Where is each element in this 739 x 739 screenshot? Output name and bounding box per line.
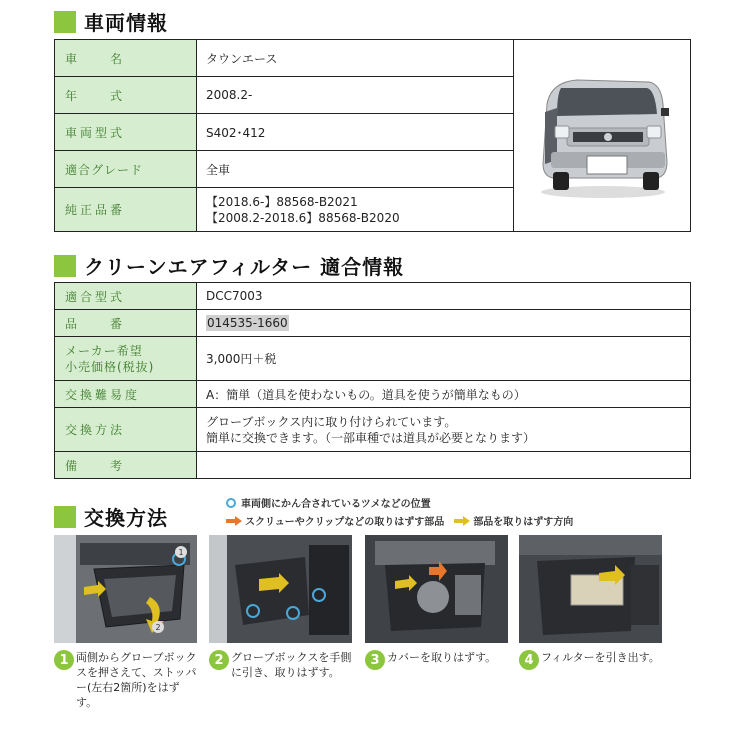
table-row bbox=[55, 408, 691, 452]
circle-marker-icon bbox=[226, 498, 236, 508]
method-line: グローブボックス内に取り付けられています。 bbox=[206, 414, 457, 429]
step-2-photo bbox=[209, 535, 352, 643]
row-label: 品 番 bbox=[55, 310, 197, 337]
step-2 bbox=[209, 650, 355, 680]
part-number-line: 【2018.6-】88568-B2021 bbox=[206, 194, 358, 209]
step-1-photo bbox=[54, 535, 197, 643]
method-line: 簡単に交換できます。（一部車種では道具が必要となります） bbox=[206, 430, 536, 445]
step-number: 4 bbox=[519, 650, 539, 670]
legend-yellow-text: 部品を取りはずす方向 bbox=[473, 517, 574, 528]
row-value bbox=[197, 188, 514, 232]
legend-orange-text: スクリューやクリップなどの取りはずす部品 bbox=[245, 517, 445, 528]
row-label: 交換方法 bbox=[55, 408, 197, 452]
row-label bbox=[55, 337, 197, 381]
step-4 bbox=[519, 650, 665, 670]
row-value bbox=[197, 452, 691, 479]
step-1 bbox=[54, 650, 200, 710]
step-number: 1 bbox=[54, 650, 74, 670]
step-number: 2 bbox=[209, 650, 229, 670]
row-value: 2008.2- bbox=[197, 77, 514, 114]
marker-2-label: 2 bbox=[155, 623, 161, 632]
row-value: 全車 bbox=[197, 151, 514, 188]
product-number: 014535-1660 bbox=[207, 316, 288, 330]
row-label: 適合グレード bbox=[55, 151, 197, 188]
label-line: メーカー希望 bbox=[65, 343, 143, 358]
green-square-icon bbox=[54, 506, 76, 528]
row-label: 車 名 bbox=[55, 40, 197, 77]
step-4-photo bbox=[519, 535, 662, 643]
row-value: A：簡単（道具を使わないもの。道具を使うが簡単なもの） bbox=[197, 381, 691, 408]
step-3 bbox=[365, 650, 511, 670]
legend bbox=[226, 495, 573, 528]
row-value: タウンエース bbox=[197, 40, 514, 77]
row-label: 交換難易度 bbox=[55, 381, 197, 408]
step-text: 両側からグローブボックスを押さえて、ストッパー(左右2箇所)をはずす。 bbox=[76, 651, 197, 709]
row-label: 車両型式 bbox=[55, 114, 197, 151]
legend-arrows bbox=[226, 513, 573, 528]
step-3-photo bbox=[365, 535, 508, 643]
table-row bbox=[55, 310, 691, 337]
method-section-title: 交換方法 bbox=[84, 506, 168, 530]
filter-section-title: クリーンエアフィルター 適合情報 bbox=[84, 255, 405, 279]
table-row bbox=[55, 381, 691, 408]
filter-info-table bbox=[54, 282, 691, 479]
row-value: DCC7003 bbox=[197, 283, 691, 310]
row-label: 純正品番 bbox=[55, 188, 197, 232]
row-label: 備 考 bbox=[55, 452, 197, 479]
yellow-arrow-icon bbox=[454, 516, 470, 526]
marker-1-label: 1 bbox=[178, 548, 184, 557]
filter-section-header bbox=[54, 251, 404, 280]
label-line: 小売価格(税抜) bbox=[65, 359, 155, 374]
vehicle-photo bbox=[527, 64, 677, 204]
row-value: 3,000円＋税 bbox=[197, 337, 691, 381]
method-section-header bbox=[54, 502, 168, 531]
row-label: 年 式 bbox=[55, 77, 197, 114]
row-label: 適合型式 bbox=[55, 283, 197, 310]
step-number: 3 bbox=[365, 650, 385, 670]
row-value bbox=[197, 408, 691, 452]
step-text: フィルターを引き出す。 bbox=[541, 651, 660, 664]
part-number-line: 【2008.2-2018.6】88568-B2020 bbox=[206, 210, 400, 225]
legend-circle-text: 車両側にかん合されているツメなどの位置 bbox=[241, 499, 431, 510]
step-text: カバーを取りはずす。 bbox=[387, 651, 497, 664]
vehicle-photo-cell bbox=[514, 40, 691, 232]
orange-arrow-icon bbox=[226, 516, 242, 526]
table-row bbox=[55, 283, 691, 310]
legend-circle bbox=[226, 495, 573, 510]
step-text: グローブボックスを手側に引き、取りはずす。 bbox=[231, 651, 352, 679]
table-row bbox=[55, 40, 691, 77]
green-square-icon bbox=[54, 11, 76, 33]
row-value bbox=[197, 310, 691, 337]
vehicle-section-header bbox=[54, 7, 168, 36]
vehicle-section-title: 車両情報 bbox=[84, 11, 168, 35]
table-row bbox=[55, 452, 691, 479]
green-square-icon bbox=[54, 255, 76, 277]
vehicle-info-table bbox=[54, 39, 691, 232]
row-value: S402･412 bbox=[197, 114, 514, 151]
table-row bbox=[55, 337, 691, 381]
